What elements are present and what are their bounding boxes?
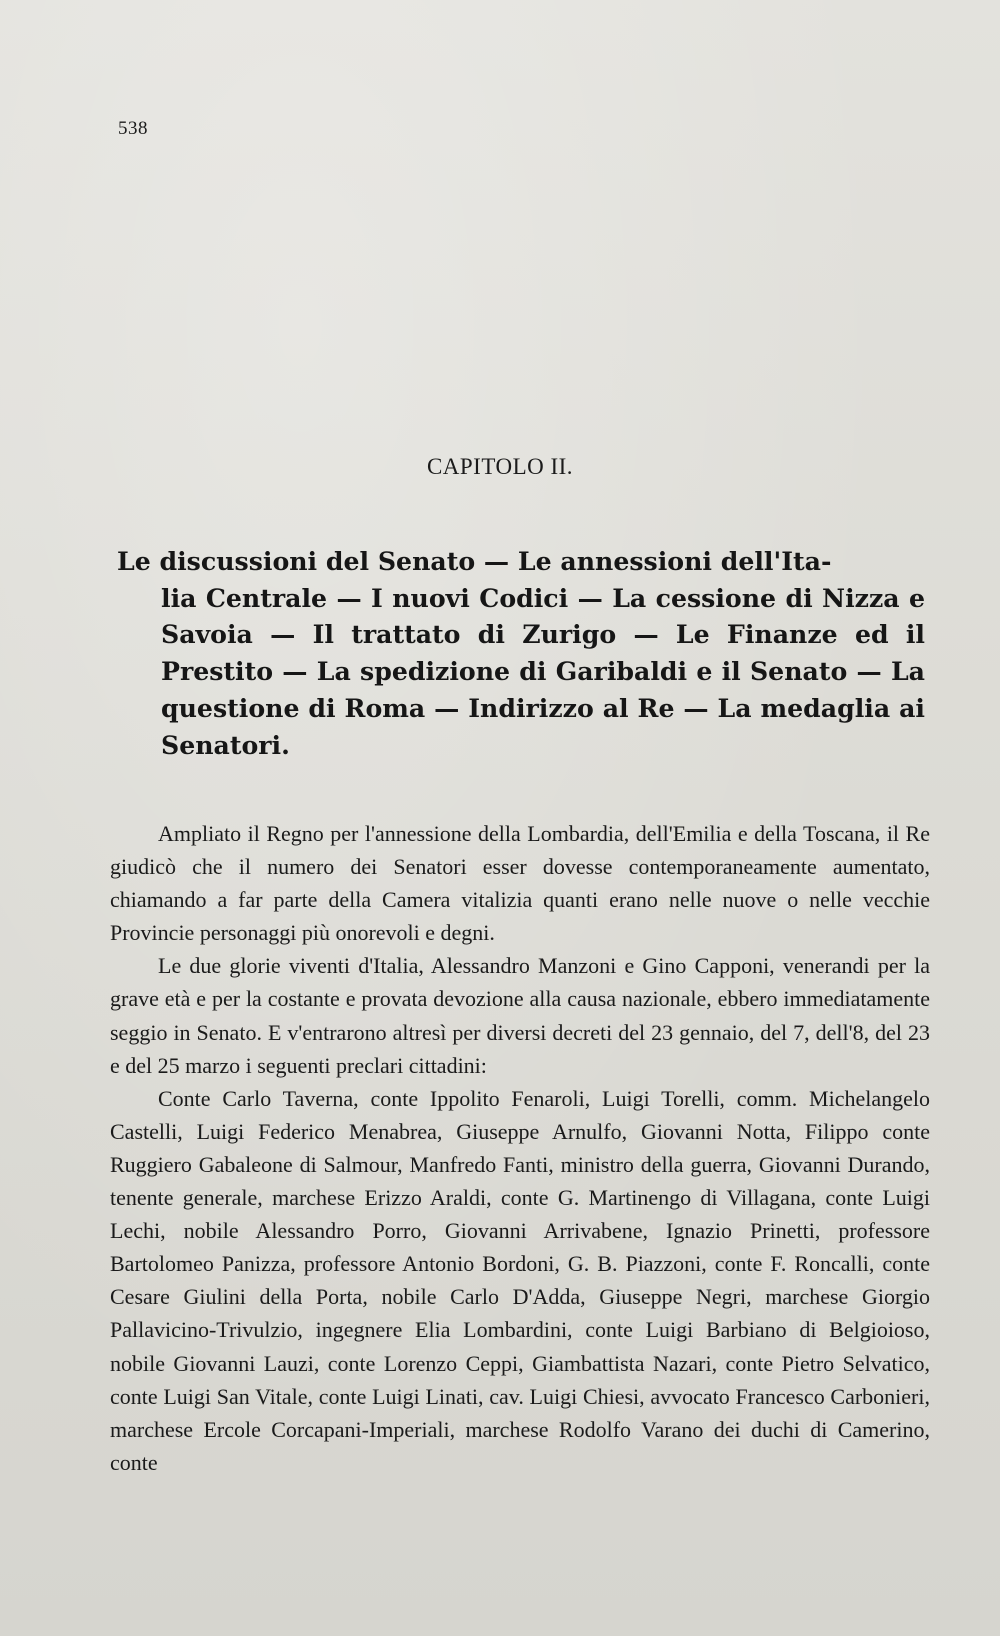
chapter-summary-continuation: lia Centrale — I nuovi Codici — La cessione di Nizza e Savoia — Il trattato di Zurigo — Le Finanze ed il Prestito — La spedizione di Garibaldi e il Senato — La questione di Roma — Indirizzo al Re — La medaglia ai Senatori. bbox=[161, 582, 925, 760]
paragraph: Ampliato il Regno per l'annessione della Lombardia, dell'Emilia e della Toscana, il Re giudicò che il numero dei Senatori esser dovesse contemporaneamente aumentato, chiamando a far parte della Camera vitalizia quanti erano nelle nuove o nelle vecchie Provincie personaggi più onorevoli e degni. bbox=[110, 821, 930, 946]
body-text bbox=[110, 817, 930, 1479]
page-number: 538 bbox=[118, 118, 148, 139]
chapter-title: CAPITOLO II. bbox=[426, 454, 574, 479]
chapter-summary-first-line: Le discussioni del Senato — Le annessioni dell'Ita- bbox=[117, 546, 832, 576]
paragraph: Conte Carlo Taverna, conte Ippolito Fenaroli, Luigi Torelli, comm. Michelangelo Castelli, Luigi Federico Menabrea, Giuseppe Arnulfo, Giovanni Notta, Filippo conte Ruggiero Gabaleone di Salmour, Manfredo Fanti, ministro della guerra, Giovanni Durando, tenente generale, marchese Erizzo Araldi, conte G. Martinengo di Villagana, conte Luigi Lechi, nobile Alessandro Porro, Giovanni Arrivabene, Ignazio Prinetti, professore Bartolomeo Panizza, professore Antonio Bordoni, G. B. Piazzoni, conte F. Roncalli, conte Cesare Giulini della Porta, nobile Carlo D'Adda, Giuseppe Negri, marchese Giorgio Pallavicino-Trivulzio, ingegnere Elia Lombardini, conte Luigi Barbiano di Belgioioso, nobile Giovanni Lauzi, conte Lorenzo Ceppi, Giambattista Nazari, conte Pietro Selvatico, conte Luigi San Vitale, conte Luigi Linati, cav. Luigi Chiesi, avvocato Francesco Carbonieri, marchese Ercole Corcapani-Imperiali, marchese Rodolfo Varano dei duchi di Camerino, conte bbox=[110, 1085, 930, 1475]
chapter-summary bbox=[117, 543, 925, 763]
paragraph: Le due glorie viventi d'Italia, Alessandro Manzoni e Gino Capponi, venerandi per la grave età e per la costante e provata devozione alla causa nazionale, ebbero immediatamente seggio in Senato. E v'entrarono altresì per diversi decreti del 23 gennaio, del 7, dell'8, del 23 e del 25 marzo i seguenti preclari cittadini: bbox=[110, 953, 930, 1078]
